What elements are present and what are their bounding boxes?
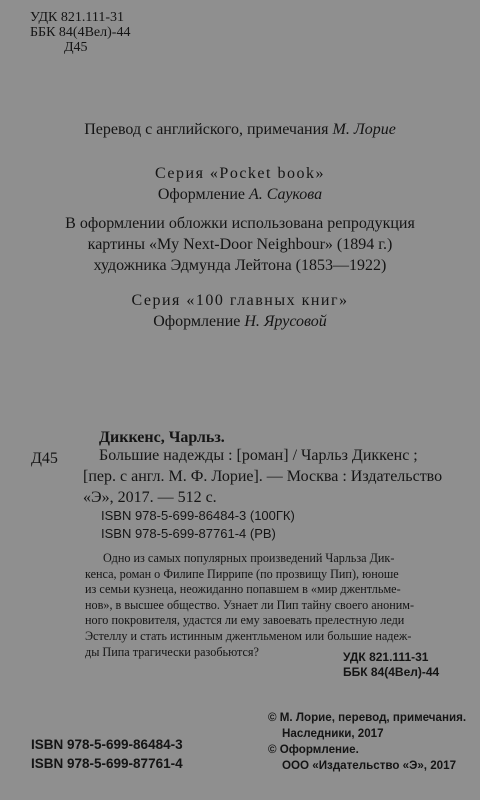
annotation-line: Одно из самых популярных произведений Чарльза Дик- xyxy=(103,551,395,565)
annotation-line: ного покровителя, удастся ли ему завоевать прелестную леди xyxy=(85,613,405,628)
cover-credit xyxy=(0,213,480,276)
catalog-isbn-1: ISBN 978-5-699-86484-3 (100ГК) xyxy=(101,508,295,523)
annotation-paragraph xyxy=(85,551,465,660)
translator-name: М. Лорие xyxy=(332,121,396,138)
catalog-line-2: [пер. с англ. М. Ф. Лорие]. — Москва : Издательство xyxy=(83,468,443,485)
series1-prefix: Серия xyxy=(155,165,210,182)
catalog-isbn-2: ISBN 978-5-699-87761-4 (РВ) xyxy=(101,526,276,541)
cover-line-1: В оформлении обложки использована репродукция xyxy=(65,215,415,232)
author-sign-code: Д45 xyxy=(64,40,88,55)
bbk-code: ББК 84(4Вел)-44 xyxy=(30,25,131,40)
udk-bottom-block xyxy=(343,650,439,680)
translation-prefix: Перевод с английского, примечания xyxy=(84,121,333,138)
annotation-line: Эстеллу и стать истинным джентльменом или большие надеж- xyxy=(85,628,412,643)
series-pocket-book xyxy=(0,163,480,205)
udk-code: УДК 821.111-31 xyxy=(30,10,125,25)
copyright-block xyxy=(268,710,466,774)
cover-line-2: картины «My Next-Door Neighbour» (1894 г.) xyxy=(87,236,393,253)
isbn-bottom-1: ISBN 978-5-699-86484-3 xyxy=(31,737,183,752)
copyright-line-2: Наследники, 2017 xyxy=(282,727,384,740)
catalog-line-3: «Э», 2017. — 512 с. xyxy=(83,489,217,506)
copyright-line-3: © Оформление. xyxy=(268,743,359,756)
annotation-line: ды Пипа трагически разобьются? xyxy=(85,644,259,659)
annotation-line: кенса, роман о Филипе Пиррипе (по прозвищу Пип), юноше xyxy=(85,566,399,581)
udk-top-block xyxy=(30,10,130,55)
catalog-isbn-block xyxy=(101,507,295,543)
series2-title: «100 главных книг» xyxy=(186,292,349,309)
series2-design-prefix: Оформление xyxy=(153,313,245,330)
translation-credit xyxy=(0,121,480,139)
catalog-description xyxy=(83,445,468,508)
series1-title: «Pocket book» xyxy=(209,165,325,182)
series2-prefix: Серия xyxy=(131,292,187,309)
catalog-author: Диккенс, Чарльз. xyxy=(99,429,225,446)
isbn-bottom-2: ISBN 978-5-699-87761-4 xyxy=(31,756,183,771)
series-100-books xyxy=(0,290,480,332)
bbk-bottom-code: ББК 84(4Вел)-44 xyxy=(343,665,440,679)
catalog-line-1: Большие надежды : [роман] / Чарльз Диккенс ; xyxy=(99,447,418,464)
series1-designer: А. Саукова xyxy=(248,186,323,203)
cover-line-3: художника Эдмунда Лейтона (1853—1922) xyxy=(93,257,387,274)
annotation-line: из семьи кузнеца, неожиданно попавшем в «мир джентльме- xyxy=(85,582,401,597)
copyright-line-1: © М. Лорие, перевод, примечания. xyxy=(268,711,467,724)
copyright-line-4: ООО «Издательство «Э», 2017 xyxy=(282,759,457,772)
series1-design-prefix: Оформление xyxy=(157,186,249,203)
catalog-code: Д45 xyxy=(31,450,58,467)
series2-designer: Н. Ярусовой xyxy=(244,313,327,330)
isbn-bottom-block xyxy=(31,735,183,773)
annotation-line: нов», в высшее общество. Узнает ли Пип тайну своего аноним- xyxy=(85,597,415,612)
udk-bottom-code: УДК 821.111-31 xyxy=(343,650,429,664)
